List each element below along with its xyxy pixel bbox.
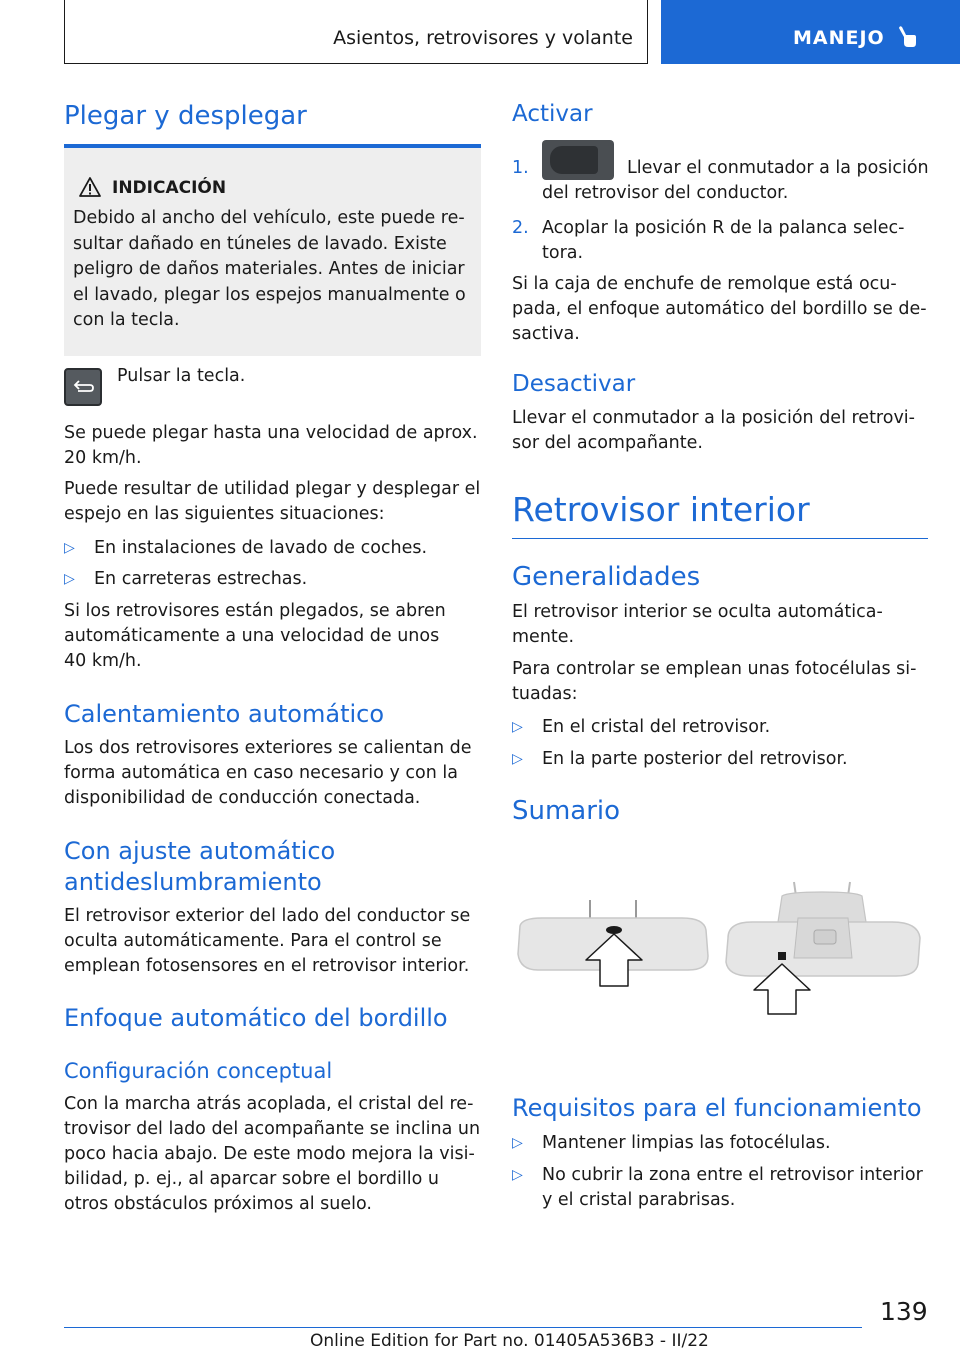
- paragraph-line: sactiva.: [512, 324, 580, 344]
- generalidades-paragraph: [512, 600, 883, 650]
- footer-rule: [64, 1327, 862, 1328]
- bullet-triangle-icon: ▷: [512, 719, 523, 735]
- paragraph-line: 20 km/h.: [64, 448, 142, 468]
- paragraph-line: poco hacia abajo. De este modo mejora la visi-: [64, 1144, 475, 1164]
- note-line: sultar dañado en túneles de lavado. Existe: [73, 233, 447, 254]
- list-item-text: En el cristal del retrovisor.: [542, 717, 771, 737]
- paragraph-line: Si la caja de enchufe de remolque está ocu-: [512, 274, 897, 294]
- reopen-paragraph: [64, 599, 446, 674]
- header-section-box: [64, 0, 648, 64]
- step-item: [512, 216, 928, 266]
- paragraph-line: espejo en las siguientes situaciones:: [64, 504, 385, 524]
- step-text: Acoplar la posición R de la palanca selec-: [542, 218, 905, 238]
- paragraph-line: trovisor del lado del acompañante se inclina un: [64, 1119, 481, 1139]
- list-item-text: En carreteras estrechas.: [94, 569, 308, 589]
- paragraph-line: Se puede plegar hasta una velocidad de aprox.: [64, 423, 478, 443]
- bullet-triangle-icon: ▷: [512, 1167, 523, 1183]
- steering-hand-icon: [894, 25, 918, 51]
- sumario-heading: Sumario: [512, 796, 621, 826]
- antideslumbramiento-paragraph: [64, 904, 470, 979]
- bullet-triangle-icon: ▷: [64, 540, 75, 556]
- paragraph-line: El retrovisor exterior del lado del conductor se: [64, 906, 471, 926]
- heading-line: Con ajuste automático: [64, 837, 336, 865]
- bullet-triangle-icon: ▷: [512, 1135, 523, 1151]
- paragraph-line: pada, el enfoque automático del bordillo se de-: [512, 299, 927, 319]
- step-number: 2.: [512, 218, 529, 238]
- paragraph-line: El retrovisor interior se oculta automática-: [512, 602, 883, 622]
- note-box: [64, 144, 481, 356]
- speed-paragraph: [64, 421, 478, 471]
- header-chapter-tab[interactable]: [661, 0, 960, 64]
- paragraph-line: tuadas:: [512, 684, 578, 704]
- press-key-text: Pulsar la tecla.: [117, 366, 246, 386]
- fold-mirror-button-icon: [64, 368, 102, 406]
- header-chapter-title: MANEJO: [793, 27, 885, 49]
- paragraph-line: disponibilidad de conducción conectada.: [64, 788, 421, 808]
- note-line: con la tecla.: [73, 310, 180, 330]
- note-body: [73, 206, 477, 334]
- desactivar-paragraph: [512, 406, 915, 456]
- paragraph-line: oculta automáticamente. Para el control se: [64, 931, 442, 951]
- note-line: peligro de daños materiales. Antes de iniciar: [73, 259, 465, 279]
- step-item: [512, 156, 928, 206]
- paragraph-line: Si los retrovisores están plegados, se abren: [64, 601, 446, 621]
- enfoque-heading: Enfoque automático del bordillo: [64, 1004, 448, 1032]
- generalidades-heading: Generalidades: [512, 562, 701, 592]
- list-item-text: y el cristal parabrisas.: [542, 1190, 736, 1210]
- calentamiento-paragraph: [64, 736, 472, 811]
- switch-image-icon: [542, 140, 614, 180]
- configuracion-paragraph: [64, 1092, 480, 1217]
- bullet-triangle-icon: ▷: [64, 571, 75, 587]
- step-text: del retrovisor del conductor.: [542, 183, 789, 203]
- fold-arrow-icon: [66, 370, 100, 404]
- activar-note-paragraph: [512, 272, 927, 347]
- paragraph-line: sor del acompañante.: [512, 433, 703, 453]
- heading-line: antideslumbramiento: [64, 868, 322, 896]
- step-text: tora.: [542, 243, 584, 263]
- antideslumbramiento-heading: [64, 836, 335, 898]
- bullet-triangle-icon: ▷: [512, 751, 523, 767]
- list-item-text: No cubrir la zona entre el retrovisor interior: [542, 1165, 923, 1185]
- paragraph-line: forma automática en caso necesario y con la: [64, 763, 458, 783]
- paragraph-line: Con la marcha atrás acoplada, el cristal del re-: [64, 1094, 474, 1114]
- paragraph-line: mente.: [512, 627, 575, 647]
- note-label: INDICACIÓN: [112, 178, 227, 198]
- note-line: Debido al ancho del vehículo, este puede re-: [73, 208, 465, 228]
- desactivar-heading: Desactivar: [512, 371, 636, 397]
- paragraph-line: Para controlar se emplean unas fotocélulas si-: [512, 659, 917, 679]
- retrovisor-interior-heading: Retrovisor interior: [512, 490, 810, 529]
- paragraph-line: Llevar el conmutador a la posición del retrovi-: [512, 408, 915, 428]
- paragraph-line: emplean fotosensores en el retrovisor interior.: [64, 956, 470, 976]
- interior-mirror-illustration: [512, 878, 928, 1028]
- calentamiento-heading: Calentamiento automático: [64, 700, 385, 728]
- requisitos-heading: Requisitos para el funcionamiento: [512, 1094, 922, 1122]
- activar-heading: Activar: [512, 101, 593, 127]
- footer-edition: Online Edition for Part no. 01405A536B3 - II/22: [310, 1331, 709, 1351]
- list-item-text: En instalaciones de lavado de coches.: [94, 538, 428, 558]
- paragraph-line: 40 km/h.: [64, 651, 142, 671]
- paragraph-line: Puede resultar de utilidad plegar y desplegar el: [64, 479, 481, 499]
- paragraph-line: automáticamente a una velocidad de unos: [64, 626, 440, 646]
- paragraph-line: bilidad, p. ej., al aparcar sobre el bordillo u: [64, 1169, 439, 1189]
- header-section-title: Asientos, retrovisores y volante: [333, 27, 633, 49]
- paragraph-line: otros obstáculos próximos al suelo.: [64, 1194, 372, 1214]
- page-number: 139: [880, 1297, 928, 1326]
- paragraph-line: Los dos retrovisores exteriores se calientan de: [64, 738, 472, 758]
- control-paragraph: [512, 657, 916, 707]
- plegar-heading: Plegar y desplegar: [64, 101, 307, 131]
- step-text: Llevar el conmutador a la posición: [627, 158, 929, 178]
- list-item-text: En la parte posterior del retrovisor.: [542, 749, 848, 769]
- configuracion-heading: Configuración conceptual: [64, 1059, 333, 1083]
- situations-paragraph: [64, 477, 480, 527]
- list-item-text: Mantener limpias las fotocélulas.: [542, 1133, 831, 1153]
- warning-icon: [78, 176, 102, 198]
- heading-rule: [512, 538, 928, 539]
- note-line: el lavado, plegar los espejos manualmente o: [73, 284, 466, 305]
- step-number: 1.: [512, 158, 529, 178]
